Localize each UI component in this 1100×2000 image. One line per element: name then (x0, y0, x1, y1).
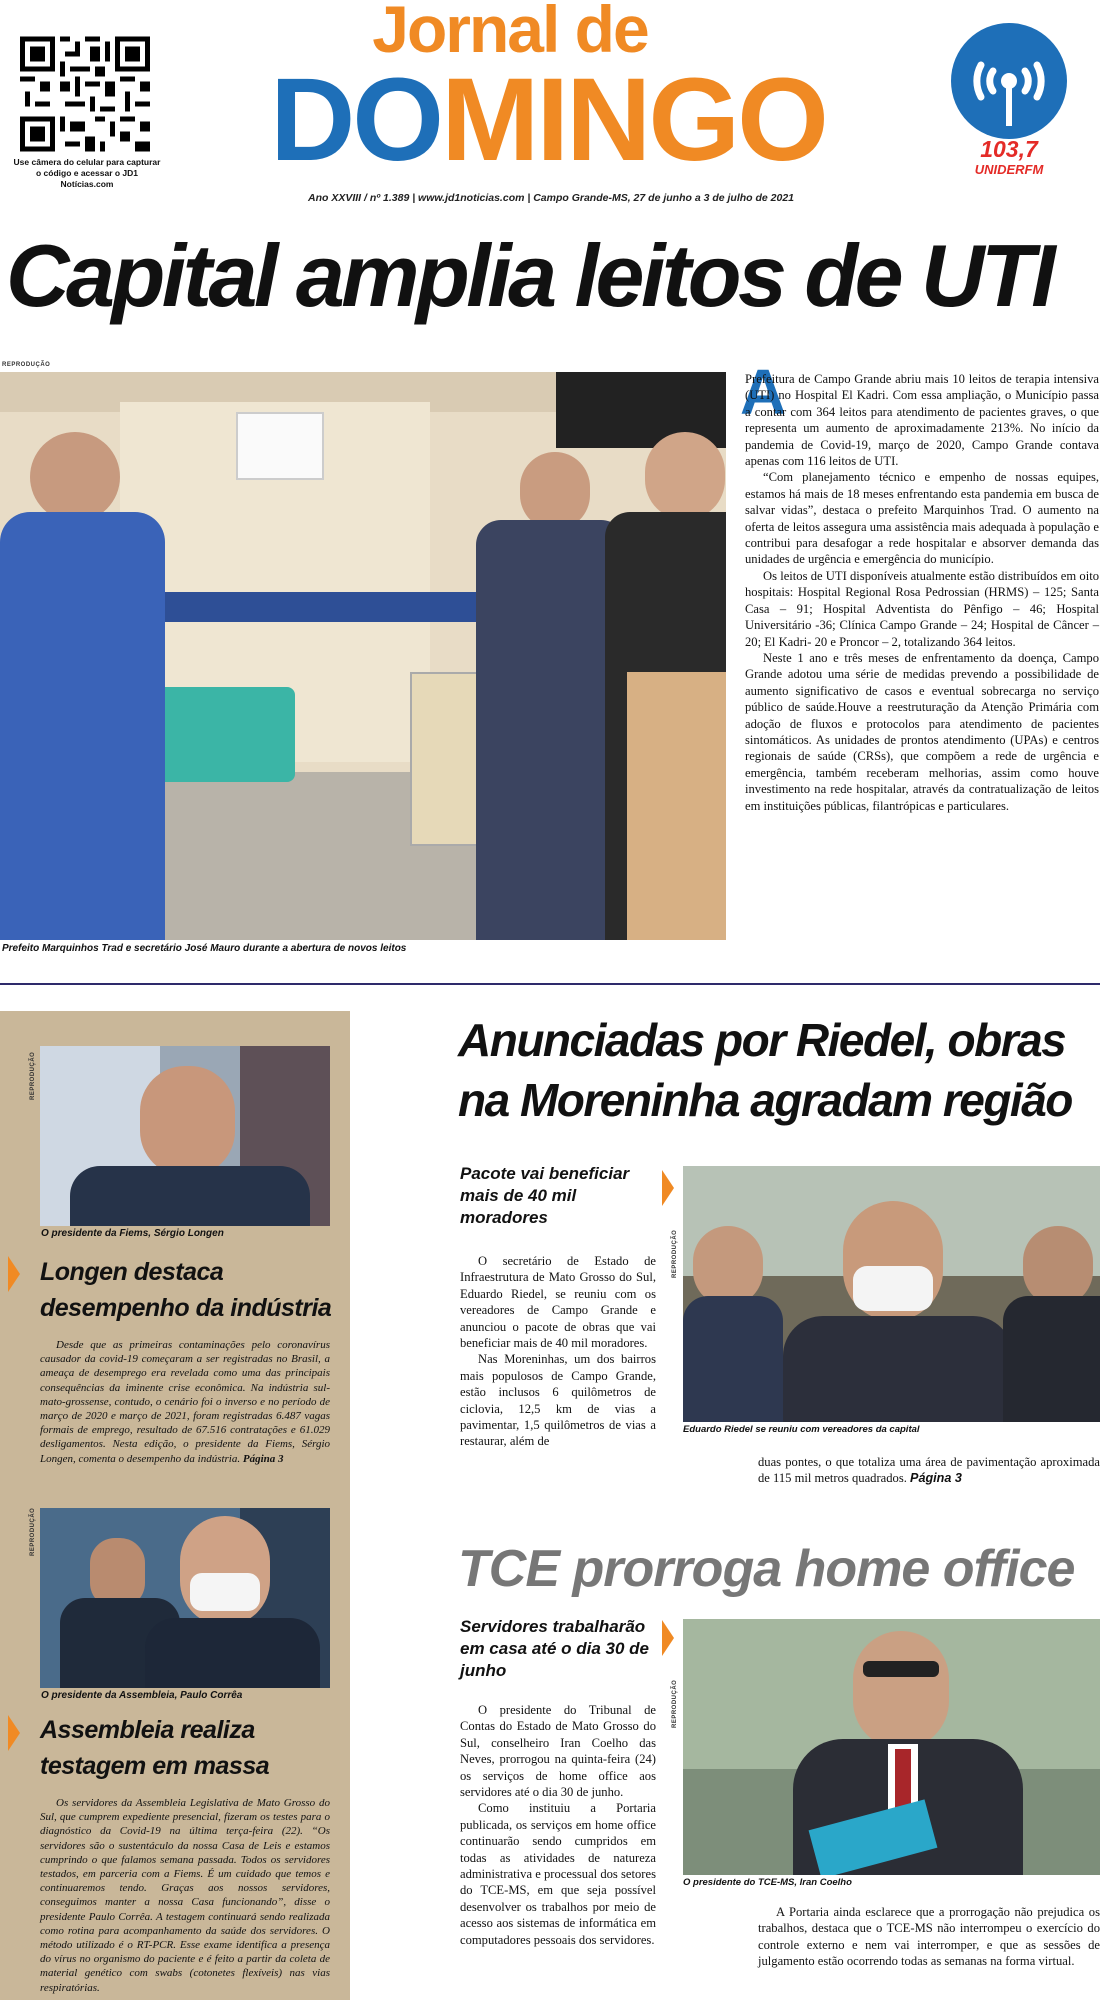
photo-credit: REPRODUÇÃO (672, 1229, 678, 1278)
sidebar-body (40, 1338, 330, 1466)
tce-paragraph: A Portaria ainda esclarece que a prorrogação não prejudica os trabalhos, destaca que o TCE-MS não interrompeu o exercício do controle externo e nem vai interromper, e que as sessões de julgamento estão ocorrendo todas as semanas na forma virtual. (758, 1905, 1100, 1969)
lead-paragraph: Prefeitura de Campo Grande abriu mais 10 leitos de terapia intensiva (UTI) no Hospital El Kadri. Com essa ampliação, o Município passa a contar com 364 leitos para atendimento de pacientes graves, o que representa um aumento de aproximadamente 213%. No início da pandemia de Covid-19, março de 2020, Campo Grande contava apenas com 116 leitos de UTI. (745, 372, 1099, 469)
lead-photo-caption: Prefeito Marquinhos Trad e secretário José Mauro durante a abertura de novos leitos (2, 943, 407, 954)
riedel-body-cont (758, 1454, 1100, 1487)
headline-line: Assembleia realiza (40, 1716, 255, 1744)
sidebar-body (40, 1796, 330, 1995)
riedel-photo-caption: Eduardo Riedel se reuniu com vereadores da capital (683, 1424, 920, 1435)
lead-headline: Capital amplia leitos de UTI (6, 226, 1053, 325)
riedel-paragraph: O secretário de Estado de Infraestrutura de Mato Grosso do Sul, Eduardo Riedel, se reuniu com os vereadores de Campo Grande e anunciou o pacote de obras que vai beneficiar mais de 40 mil moradores. (460, 1254, 656, 1351)
radio-signal-icon (948, 20, 1070, 142)
section-divider (0, 983, 1100, 985)
tce-headline: TCE prorroga home office (458, 1540, 1075, 1598)
sidebar-text: Desde que as primeiras contaminações pelo coronavírus causador da covid-19 começaram a ser registradas no Brasil, a ameaça de desemprego era revelada como uma das principais consequências da iminente crise econômica. Na indústria sul-mato-grossense, contudo, o cenário foi o inverso e no período de março de 2020 e março de 2021, foram registradas 6.487 vagas formais de emprego, resultado de 67.516 contratações e 61.029 desligamentos. Nesta edição, o presidente da Fiems, Sérgio Longen, comenta o desempenho da indústria. (40, 1339, 330, 1465)
photo-credit: REPRODUÇÃO (30, 1051, 36, 1100)
sidebar-headline (40, 1254, 340, 1326)
qr-code-icon[interactable] (20, 36, 150, 152)
radio-name: UNIDERFM (974, 162, 1044, 177)
masthead-title-top: Jornal de (372, 0, 648, 66)
lead-paragraph: Neste 1 ano e três meses de enfrentamento da doença, Campo Grande adotou uma série de medidas prevendo a possibilidade de aumento significativo de casos e eventual sobrecarga no serviço público de saúde.Houve a reestruturação da Atenção Primária com adoção de fluxos e protocolos para atendimento de pacientes sintomáticos. As unidades de prontos atendimento (UPAs) e centros regionais de saúde (CRSs), que compõem a rede de urgência e emergência, também receberam melhorias, assim como houve investimento na rede hospitalar, através da contratualização de leitos em instituições públicas, filantrópicas e particulares. (745, 650, 1099, 813)
headline-line: Longen destaca (40, 1258, 224, 1286)
lead-dropcap: A (740, 356, 787, 428)
sidebar-caption: O presidente da Assembleia, Paulo Corrêa (41, 1690, 243, 1701)
photo-credit: REPRODUÇÃO (672, 1679, 678, 1728)
masthead-title-main: DOMINGO (270, 54, 826, 186)
tce-photo-caption: O presidente do TCE-MS, Iran Coelho (683, 1877, 852, 1888)
sidebar-headline (40, 1712, 340, 1784)
riedel-paragraph: duas pontes, o que totaliza uma área de pavimentação aproximada de 115 mil metros quadrados. (758, 1455, 1100, 1486)
riedel-body (460, 1253, 656, 1450)
tce-paragraph: O presidente do Tribunal de Contas do Estado de Mato Grosso do Sul, conselheiro Iran Coelho das Neves, prorrogou na quinta-feira (24) os serviços de home office aos servidores até o dia 30 de junho. (460, 1703, 656, 1800)
sidebar-caption: O presidente da Fiems, Sérgio Longen (41, 1228, 224, 1239)
arrow-icon (8, 1715, 20, 1751)
page-ref[interactable]: Página 3 (242, 1452, 284, 1465)
tce-photo (683, 1619, 1100, 1875)
photo-credit: REPRODUÇÃO (2, 362, 51, 368)
arrow-icon (662, 1620, 674, 1656)
masthead (0, 0, 1100, 215)
tce-paragraph: Como instituiu a Portaria publicada, os serviços em home office continuarão sendo cumpridos em todas as atividades de natureza administrativa e processual dos setores do TCE-MS, em que seja possível desenvolver os trabalhos por meio de acesso aos sistemas de informática em computadores pessoais dos servidores. (460, 1801, 656, 1947)
photo-credit: REPRODUÇÃO (30, 1507, 36, 1556)
headline-line: desempenho da indústria (40, 1294, 332, 1322)
lead-body (745, 371, 1099, 814)
headline-line: testagem em massa (40, 1752, 270, 1780)
riedel-photo (683, 1166, 1100, 1422)
lead-paragraph: Os leitos de UTI disponíveis atualmente estão distribuídos em oito hospitais: Hospital Regional Rosa Pedrossian (HRMS) – 125; Santa Casa – 91; Hospital Adventista do Pênfigo – 46; Hospital Universitário -36; Clínica Campo Grande – 24; Hospital de Câncer – 20; El Kadri- 20 e Proncor – 2, totalizando 364 leitos. (745, 568, 1099, 649)
riedel-headline (458, 1010, 1100, 1130)
headline-line: na Moreninha agradam região (458, 1074, 1072, 1126)
arrow-icon (662, 1170, 674, 1206)
sidebar-photo-correa (40, 1508, 330, 1688)
page-ref[interactable]: Página 3 (910, 1471, 962, 1486)
riedel-paragraph: Nas Moreninhas, um dos bairros mais populosos de Campo Grande, estão inclusos 6 quilômetros de ciclovia, 12,5 km de vias a pavimentar, 1,5 quilômetros de vias a restaurar, além de (460, 1352, 656, 1449)
sidebar-photo-longen (40, 1046, 330, 1226)
tce-subhead: Servidores trabalharão em casa até o dia 30 de junho (460, 1617, 649, 1680)
headline-line: Anunciadas por Riedel, obras (458, 1014, 1066, 1066)
issue-line: Ano XXVIII / nº 1.389 | www.jd1noticias.com | Campo Grande-MS, 27 de junho a 3 de julho de 2021 (308, 192, 795, 204)
tce-body (460, 1702, 656, 1948)
riedel-subhead: Pacote vai beneficiar mais de 40 mil moradores (460, 1164, 630, 1227)
qr-caption: Use câmera do celular para capturar o código e acessar o JD1 Notícias.com (13, 157, 161, 189)
arrow-icon (8, 1256, 20, 1292)
lead-photo (0, 372, 726, 940)
lead-paragraph: “Com planejamento técnico e empenho de nossas equipes, estamos há mais de 18 meses enfrentando esta pandemia em busca de salvar vidas”, destaca o prefeito Marquinhos Trad. O aumento na oferta de leitos assegura uma assistência mais adequada à população e contribui para desafogar a rede hospitalar e absorver demanda das unidades de urgência e emergência do município. (745, 470, 1099, 567)
radio-frequency: 103,7 (980, 136, 1038, 162)
tce-body-cont (758, 1904, 1100, 1970)
sidebar-text: Os servidores da Assembleia Legislativa de Mato Grosso do Sul, que cumprem expediente presencial, fizeram os testes para o diagnóstico da Covid-19 na última terça-feira (22). “Os servidores são o sustentáculo da nossa Casa de Leis e estamos cumprindo o que falamos semana passada. Todos os servidores testados, em parceria com a Fiems. É um cuidado que temos e continuaremos tendo. Graças aos nossos servidores, conseguimos manter a nossa Casa funcionando”, disse o presidente Paulo Corrêa. A testagem continuará sendo realizada como rotina para acompanhamento da saúde dos servidores. O método utilizado é o RT-PCR. Esse exame identifica a presença do vírus no organismo do paciente e é feito a partir da coleta de material genético com swabs (cotonetes flexíveis) nas vias respiratórias. (40, 1797, 330, 1994)
